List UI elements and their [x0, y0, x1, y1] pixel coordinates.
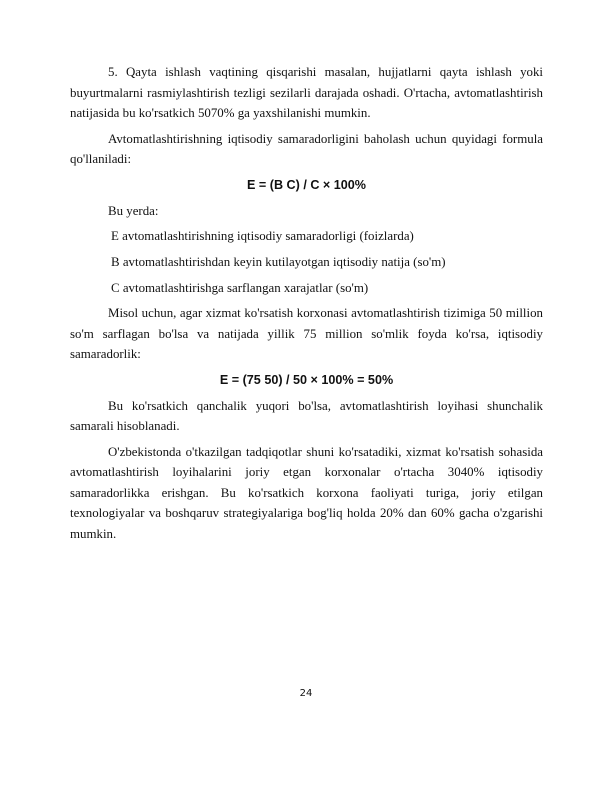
definition-e: E avtomatlashtirishning iqtisodiy samaradorligi (foizlarda)	[111, 229, 414, 244]
paragraph-formula-intro: Avtomatlashtirishning iqtisodiy samaradorligini baholash uchun quyidagi formula qo'llaniladi:	[70, 131, 543, 167]
paragraph-uzbekistan-research: O'zbekistonda o'tkazilgan tadqiqotlar shuni ko'rsatadiki, xizmat ko'rsatish sohasida avtomatlashtirish loyihalarini joriy etgan korxonalar o'rtacha 3040% iqtisodiy samaradorlikka erishgan. Bu ko'rsatkich korxona faoliyati turiga, joriy etilgan texnologiyalar va boshqaruv strategiyalariga bog'liq holda 20% dan 60% gacha o'zgarishi mumkin.	[70, 444, 543, 541]
paragraph-processing-time: 5. Qayta ishlash vaqtining qisqarishi masalan, hujjatlarni qayta ishlash yoki buyurtmalarni rasmiylashtirish tezligi sezilarli darajada oshadi. O'rtacha, avtomatlashtirish natijasida bu ko'rsatkich 5070% ga yaxshilanishi mumkin.	[70, 65, 543, 120]
page-number: 24	[299, 688, 313, 699]
document-page	[70, 62, 543, 550]
formula-example: E = (75 50) / 50 × 100% = 50%	[219, 373, 394, 387]
label-where: Bu yerda:	[108, 203, 159, 218]
paragraph-interpretation: Bu ko'rsatkich qanchalik yuqori bo'lsa, avtomatlashtirish loyihasi shunchalik samarali hisoblanadi.	[70, 398, 543, 434]
paragraph-example: Misol uchun, agar xizmat ko'rsatish korxonasi avtomatlashtirish tizimiga 50 million so'm sarflagan bo'lsa va natijada yillik 75 million so'mlik foyda ko'rsa, iqtisodiy samaradorlik:	[70, 306, 543, 362]
definition-b: B avtomatlashtirishdan keyin kutilayotgan iqtisodiy natija (so'm)	[111, 254, 446, 269]
formula-efficiency: E = (B C) / C × 100%	[247, 177, 366, 192]
definition-c: C avtomatlashtirishga sarflangan xarajatlar (so'm)	[111, 280, 369, 295]
